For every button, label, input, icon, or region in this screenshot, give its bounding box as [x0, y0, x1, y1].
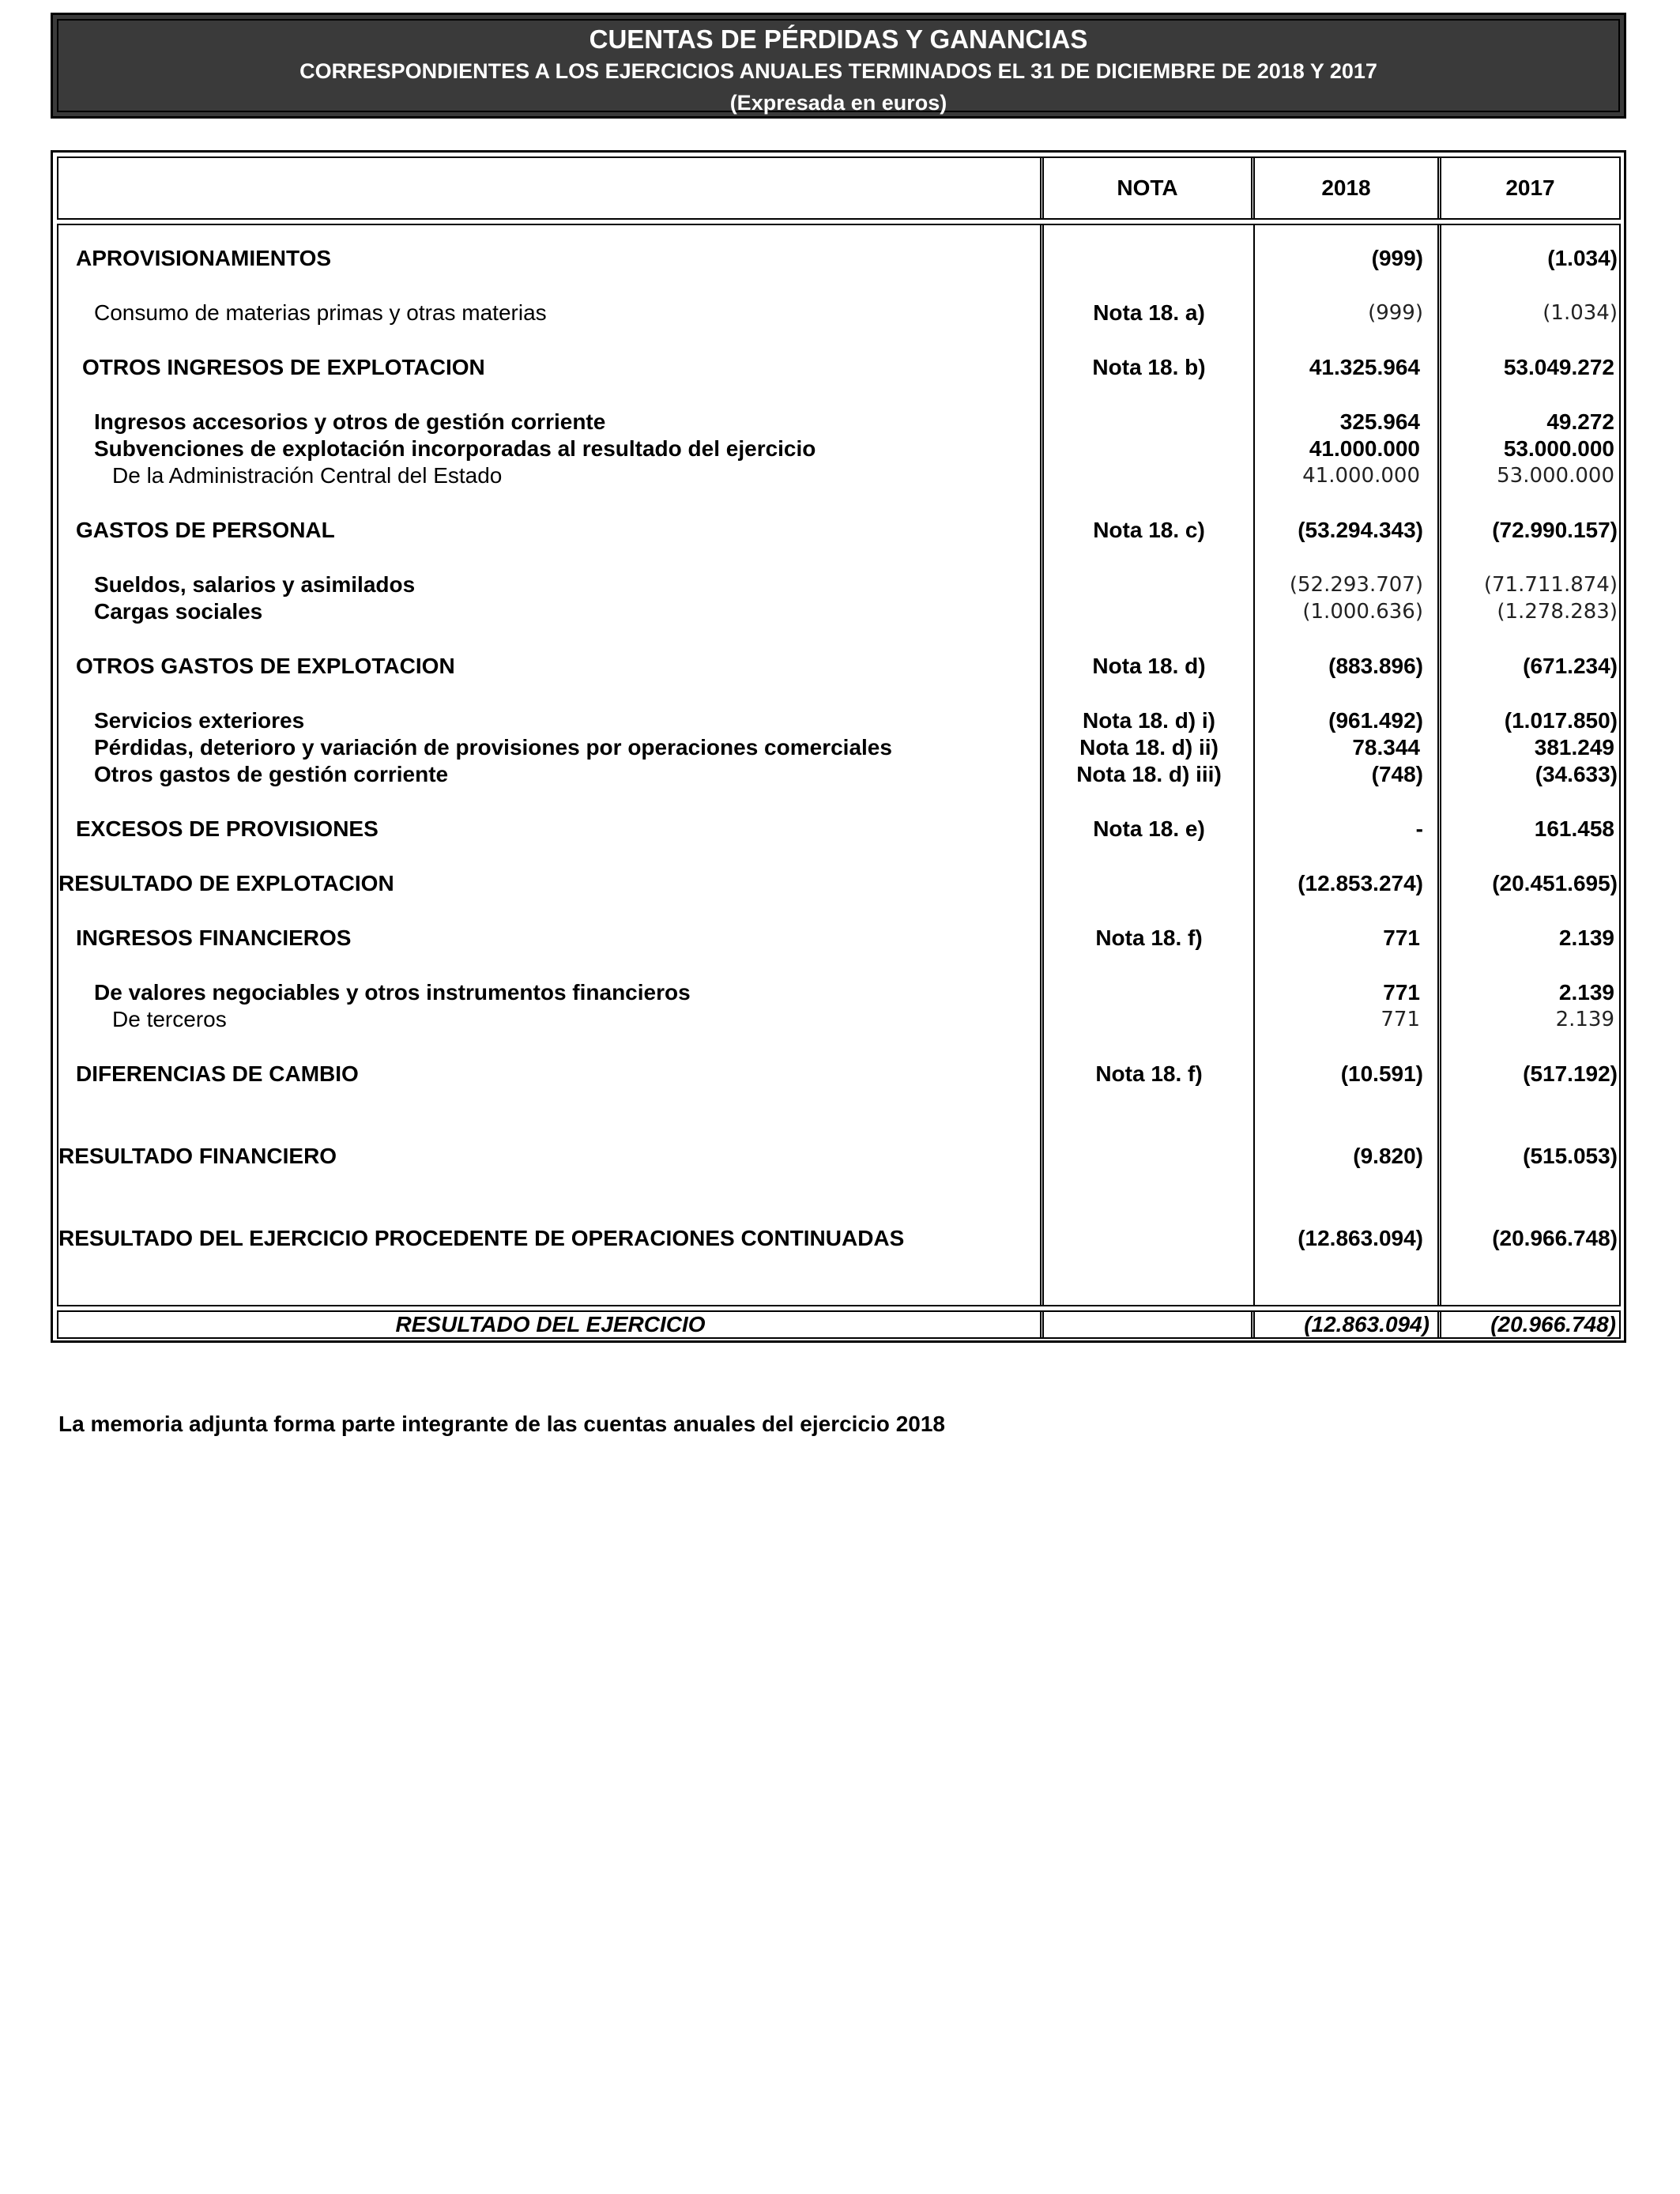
row-label: Pérdidas, deterioro y variación de provisiones por operaciones comerciales	[94, 735, 892, 760]
row-label: INGRESOS FINANCIEROS	[76, 925, 352, 950]
row-value-2017: (1.034)	[1547, 246, 1618, 270]
divider	[1251, 1312, 1255, 1337]
row-label: RESULTADO FINANCIERO	[58, 1144, 337, 1168]
row-value-2018: (12.853.274)	[1298, 871, 1423, 895]
table-row	[58, 815, 1619, 843]
row-value-2018: 78.344	[1352, 735, 1420, 760]
row-note: Nota 18. f)	[1095, 1061, 1203, 1086]
row-label: Consumo de materias primas y otras materias	[94, 300, 547, 325]
row-value-2017: 381.249	[1534, 735, 1614, 760]
total-value-2018: (12.863.094)	[1304, 1312, 1430, 1336]
row-value-2018: (9.820)	[1353, 1144, 1423, 1168]
divider	[1437, 1312, 1441, 1337]
statement-subtitle: CORRESPONDIENTES A LOS EJERCICIOS ANUALES TERMINADOS EL 31 DE DICIEMBRE DE 2018 Y 2017	[299, 59, 1377, 83]
row-value-2018: 325.964	[1339, 409, 1420, 434]
row-value-2018: -	[1415, 816, 1423, 841]
table-row	[58, 869, 1619, 898]
row-value-2018: 771	[1383, 925, 1420, 950]
row-label: RESULTADO DEL EJERCICIO PROCEDENTE DE OPERACIONES CONTINUADAS	[58, 1226, 905, 1250]
footnote: La memoria adjunta forma parte integrante de las cuentas anuales del ejercicio 2018	[58, 1412, 945, 1436]
statement-header-inner	[57, 19, 1620, 115]
row-value-2017: (72.990.157)	[1492, 518, 1618, 542]
row-value-2017: (1.034)	[1543, 301, 1618, 325]
table-row	[58, 571, 1619, 599]
row-label: Cargas sociales	[94, 599, 263, 624]
row-value-2018: 771	[1381, 1008, 1420, 1031]
row-value-2018: (961.492)	[1328, 708, 1423, 733]
row-label: Otros gastos de gestión corriente	[94, 762, 449, 786]
column-header-nota: NOTA	[1117, 175, 1178, 200]
row-value-2018: (748)	[1371, 762, 1423, 786]
table-row	[58, 598, 1619, 626]
row-value-2017: 2.139	[1555, 1008, 1614, 1031]
row-note: Nota 18. d) i)	[1082, 708, 1215, 733]
table-row	[58, 353, 1619, 382]
table-row	[58, 435, 1619, 463]
row-value-2017: (671.234)	[1523, 654, 1618, 678]
row-value-2017: (71.711.874)	[1483, 573, 1618, 597]
row-value-2017: (20.966.748)	[1492, 1226, 1618, 1250]
table-row	[58, 760, 1619, 789]
row-value-2017: (517.192)	[1523, 1061, 1618, 1086]
row-value-2018: 41.000.000	[1309, 436, 1420, 461]
statement-unit: (Expresada en euros)	[729, 91, 947, 115]
table-row	[58, 1224, 1619, 1253]
row-note: Nota 18. d) ii)	[1079, 735, 1219, 760]
row-label: De valores negociables y otros instrumentos financieros	[94, 980, 691, 1005]
table-body	[57, 224, 1621, 1306]
table-row	[58, 1060, 1619, 1088]
row-value-2017: (1.278.283)	[1497, 600, 1618, 624]
row-value-2018: 41.325.964	[1309, 355, 1420, 379]
table-row	[58, 244, 1619, 273]
column-header-2018: 2018	[1321, 175, 1371, 200]
table-row	[58, 924, 1619, 952]
row-value-2018: 771	[1383, 980, 1420, 1005]
row-label: EXCESOS DE PROVISIONES	[76, 816, 379, 841]
row-note: Nota 18. b)	[1092, 355, 1206, 379]
row-value-2017: (515.053)	[1523, 1144, 1618, 1168]
row-value-2018: 41.000.000	[1302, 464, 1420, 488]
statement-header	[51, 13, 1626, 119]
income-statement-table	[51, 150, 1626, 1343]
row-label: De la Administración Central del Estado	[112, 463, 503, 488]
row-value-2017: (1.017.850)	[1504, 708, 1618, 733]
row-label: GASTOS DE PERSONAL	[76, 518, 335, 542]
table-row	[58, 652, 1619, 680]
row-note: Nota 18. d) iii)	[1076, 762, 1222, 786]
row-note: Nota 18. a)	[1093, 300, 1205, 325]
row-label: Subvenciones de explotación incorporadas al resultado del ejercicio	[94, 436, 816, 461]
table-row	[58, 408, 1619, 436]
table-row	[58, 299, 1619, 327]
table-header	[57, 156, 1621, 220]
row-label: OTROS INGRESOS DE EXPLOTACION	[82, 355, 485, 379]
row-label: DIFERENCIAS DE CAMBIO	[76, 1061, 359, 1086]
row-note: Nota 18. c)	[1093, 518, 1205, 542]
row-label: RESULTADO DE EXPLOTACION	[58, 871, 394, 895]
row-value-2018: (10.591)	[1340, 1061, 1423, 1086]
table-row	[58, 978, 1619, 1007]
row-label: Ingresos accesorios y otros de gestión corriente	[94, 409, 606, 434]
row-value-2018: (999)	[1371, 246, 1423, 270]
row-label: OTROS GASTOS DE EXPLOTACION	[76, 654, 455, 678]
total-label: RESULTADO DEL EJERCICIO	[395, 1312, 706, 1336]
row-label: APROVISIONAMIENTOS	[76, 246, 332, 270]
row-value-2017: 53.000.000	[1503, 436, 1614, 461]
row-value-2018: (52.293.707)	[1289, 573, 1423, 597]
row-value-2017: 49.272	[1546, 409, 1614, 434]
row-value-2018: (999)	[1368, 301, 1423, 325]
row-value-2018: (53.294.343)	[1298, 518, 1423, 542]
row-note: Nota 18. f)	[1095, 925, 1203, 950]
row-value-2017: 53.049.272	[1503, 355, 1614, 379]
row-note: Nota 18. e)	[1093, 816, 1205, 841]
column-header-2017: 2017	[1505, 175, 1555, 200]
row-value-2017: 2.139	[1558, 925, 1614, 950]
row-value-2017: 2.139	[1558, 980, 1614, 1005]
row-value-2018: (12.863.094)	[1298, 1226, 1423, 1250]
table-row	[58, 1142, 1619, 1171]
row-value-2017: (34.633)	[1535, 762, 1618, 786]
total-value-2017: (20.966.748)	[1490, 1312, 1616, 1336]
table-row	[58, 707, 1619, 735]
table-row	[58, 462, 1619, 490]
row-note: Nota 18. d)	[1092, 654, 1206, 678]
row-value-2018: (883.896)	[1328, 654, 1423, 678]
row-label: Servicios exteriores	[94, 708, 305, 733]
row-value-2017: 161.458	[1534, 816, 1614, 841]
total-row	[57, 1310, 1621, 1339]
table-row	[58, 733, 1619, 762]
row-label: Sueldos, salarios y asimilados	[94, 572, 416, 597]
row-value-2017: (20.451.695)	[1492, 871, 1618, 895]
row-value-2018: (1.000.636)	[1302, 600, 1423, 624]
row-value-2017: 53.000.000	[1497, 464, 1614, 488]
row-label: De terceros	[112, 1007, 227, 1031]
table-row	[58, 1005, 1619, 1034]
table-row	[58, 516, 1619, 545]
statement-title: CUENTAS DE PÉRDIDAS Y GANANCIAS	[589, 25, 1088, 54]
